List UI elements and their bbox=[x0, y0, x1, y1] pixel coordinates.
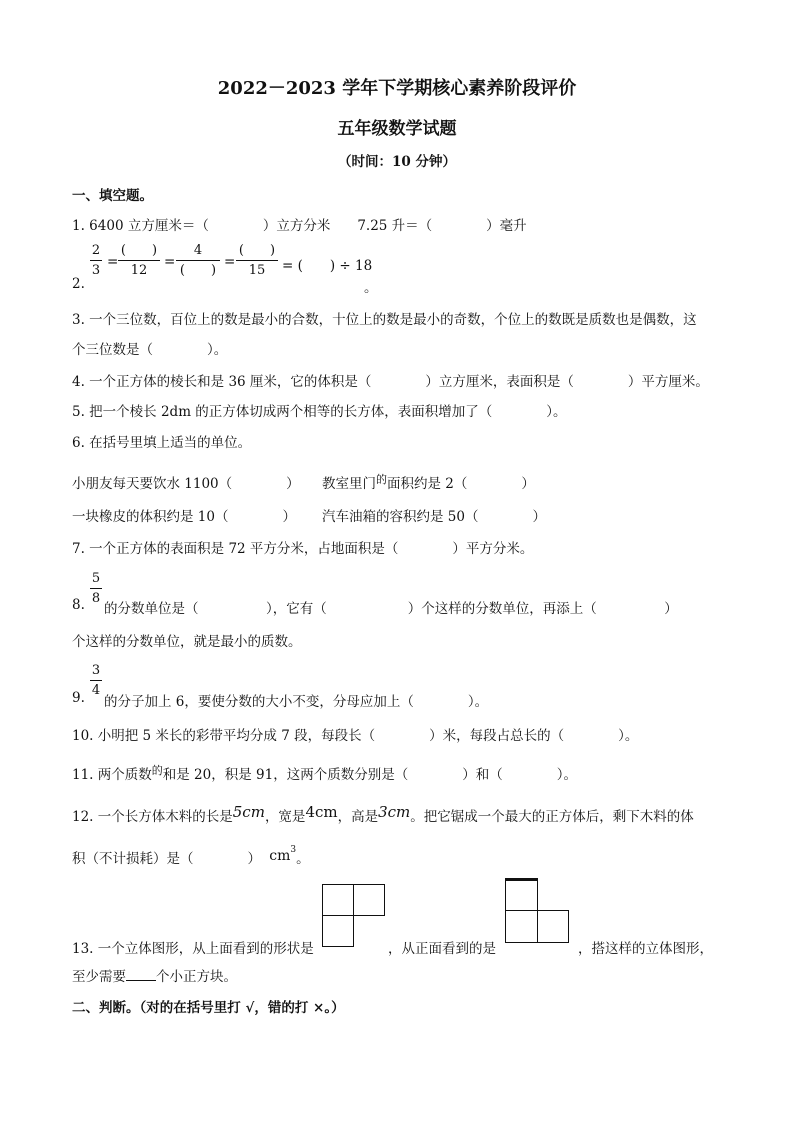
question-6-d: 汽车油箱的容积约是 50（ ） bbox=[322, 509, 546, 525]
q12-p1: 12. 一个长方体木料的长是 bbox=[72, 809, 233, 825]
q11-pre: 11. 两个质数 bbox=[72, 767, 152, 783]
q12-width: 4cm bbox=[305, 803, 338, 821]
q8-numerator: 5 bbox=[91, 571, 101, 586]
q13-answer-blank[interactable] bbox=[126, 968, 156, 981]
top-view-cell bbox=[322, 915, 354, 947]
question-8-line2: 个这样的分数单位，就是最小的质数。 bbox=[72, 634, 302, 650]
question-1: 1. 6400 立方厘米＝（ ）立方分米 7.25 升＝（ ）毫升 bbox=[72, 218, 527, 234]
question-13-line1 bbox=[72, 937, 314, 957]
q2-number: 2. bbox=[72, 276, 85, 292]
question-9: 的分子加上 6，要使分数的大小不变，分母应加上（ ）。 bbox=[104, 694, 489, 710]
q6-b-de: 的 bbox=[376, 473, 387, 486]
q2-equals-3: = bbox=[224, 254, 236, 270]
section1-heading: 一、填空题。 bbox=[72, 188, 153, 204]
question-4: 4. 一个正方体的棱长和是 36 厘米，它的体积是（ ）立方厘米，表面积是（ ）平方厘米。 bbox=[72, 374, 709, 390]
q2-f2-numerator: ( ) bbox=[120, 243, 158, 258]
q9-fraction bbox=[90, 664, 102, 697]
question-6-a: 小朋友每天要饮水 1100（ ） bbox=[72, 476, 300, 492]
q9-denominator: 4 bbox=[91, 683, 101, 698]
question-11 bbox=[72, 763, 577, 783]
question-12-line2 bbox=[72, 844, 310, 867]
q2-fraction-3 bbox=[176, 244, 220, 277]
q12-height: 3cm bbox=[378, 803, 411, 821]
q12-unit: cm bbox=[269, 848, 291, 864]
page-title: 2022－2023 学年下学期核心素养阶段评价 bbox=[217, 78, 577, 99]
q13-line2-pre: 至少需要 bbox=[72, 969, 126, 985]
q12-p4: 。把它锯成一个最大的正方体后，剩下木料的体 bbox=[410, 809, 694, 825]
q11-de: 的 bbox=[151, 764, 163, 777]
question-10: 10. 小明把 5 米长的彩带平均分成 7 段，每段长（ ）米，每段占总长的（ ）。 bbox=[72, 728, 639, 744]
q12-p3: ，高是 bbox=[337, 809, 379, 825]
question-8-line1: 的分数单位是（ ），它有（ ）个这样的分数单位，再添上（ ） bbox=[104, 601, 678, 617]
q2-f2-denominator: 12 bbox=[130, 263, 148, 278]
exam-time: （时间：10 分钟） bbox=[338, 154, 456, 170]
top-view-cell bbox=[353, 884, 385, 916]
question-13-tail: ，搭这样的立体图形， bbox=[578, 941, 713, 957]
question-13-mid: ，从正面看到的是 bbox=[388, 941, 496, 957]
q2-fraction-1 bbox=[90, 244, 102, 277]
q9-number: 9. bbox=[72, 690, 85, 706]
q9-numerator: 3 bbox=[91, 663, 101, 678]
q2-f1-numerator: 2 bbox=[91, 243, 101, 258]
front-view-cell bbox=[537, 910, 569, 943]
q2-fraction-4 bbox=[236, 244, 278, 277]
question-12-line1 bbox=[72, 805, 694, 825]
q2-fraction-2 bbox=[118, 244, 160, 277]
q2-f3-denominator: ( ) bbox=[179, 263, 217, 278]
q8-denominator: 8 bbox=[91, 591, 101, 606]
question-5: 5. 把一个棱长 2dm 的正方体切成两个相等的长方体，表面积增加了（ ）。 bbox=[72, 404, 567, 420]
q13-line2-post: 个小正方块。 bbox=[156, 969, 237, 985]
question-3-line1: 3. 一个三位数，百位上的数是最小的合数，十位上的数是最小的奇数，个位上的数既是质数也是偶数，这 bbox=[72, 312, 697, 328]
front-view-cell bbox=[505, 878, 538, 911]
section2-heading: 二、判断。（对的在括号里打 √，错的打 ×。） bbox=[72, 1000, 345, 1016]
q2-equals-1: = bbox=[107, 254, 119, 270]
q2-f4-denominator: 15 bbox=[248, 263, 266, 278]
q6-b-post: 面积约是 2（ ） bbox=[387, 476, 535, 492]
front-view-cell bbox=[505, 910, 538, 943]
q2-f3-numerator: 4 bbox=[193, 243, 203, 258]
top-view-cell bbox=[322, 884, 354, 916]
q12-unit-exponent: 3 bbox=[290, 844, 297, 855]
question-3-line2: 个三位数是（ ）。 bbox=[72, 342, 228, 358]
page-subtitle: 五年级数学试题 bbox=[337, 119, 457, 139]
q12-line2-text: 积（不计损耗）是（ ） bbox=[72, 851, 261, 867]
q2-end: 。 bbox=[364, 280, 378, 296]
question-7: 7. 一个正方体的表面积是 72 平方分米，占地面积是（ ）平方分米。 bbox=[72, 541, 534, 557]
q2-tail: = ( ) ÷ 18 bbox=[282, 258, 373, 274]
q11-post: 和是 20，积是 91，这两个质数分别是（ ）和（ ）。 bbox=[162, 767, 577, 783]
question-6-c: 一块橡皮的体积约是 10（ ） bbox=[72, 509, 296, 525]
question-13-line2 bbox=[72, 965, 237, 985]
question-6-b bbox=[322, 472, 535, 492]
q2-equals-2: = bbox=[164, 254, 176, 270]
question-6: 6. 在括号里填上适当的单位。 bbox=[72, 435, 252, 451]
q13-p1: 13. 一个立体图形，从上面看到的形状是 bbox=[72, 941, 314, 957]
q2-f4-numerator: ( ) bbox=[238, 243, 276, 258]
q12-p2: ，宽是 bbox=[264, 809, 306, 825]
q2-f1-denominator: 3 bbox=[91, 263, 101, 278]
q6-b-pre: 教室里门 bbox=[322, 476, 376, 492]
q12-length: 5cm bbox=[232, 803, 265, 821]
q12-end: 。 bbox=[296, 851, 310, 867]
q8-number: 8. bbox=[72, 597, 85, 613]
q8-fraction bbox=[90, 572, 102, 605]
